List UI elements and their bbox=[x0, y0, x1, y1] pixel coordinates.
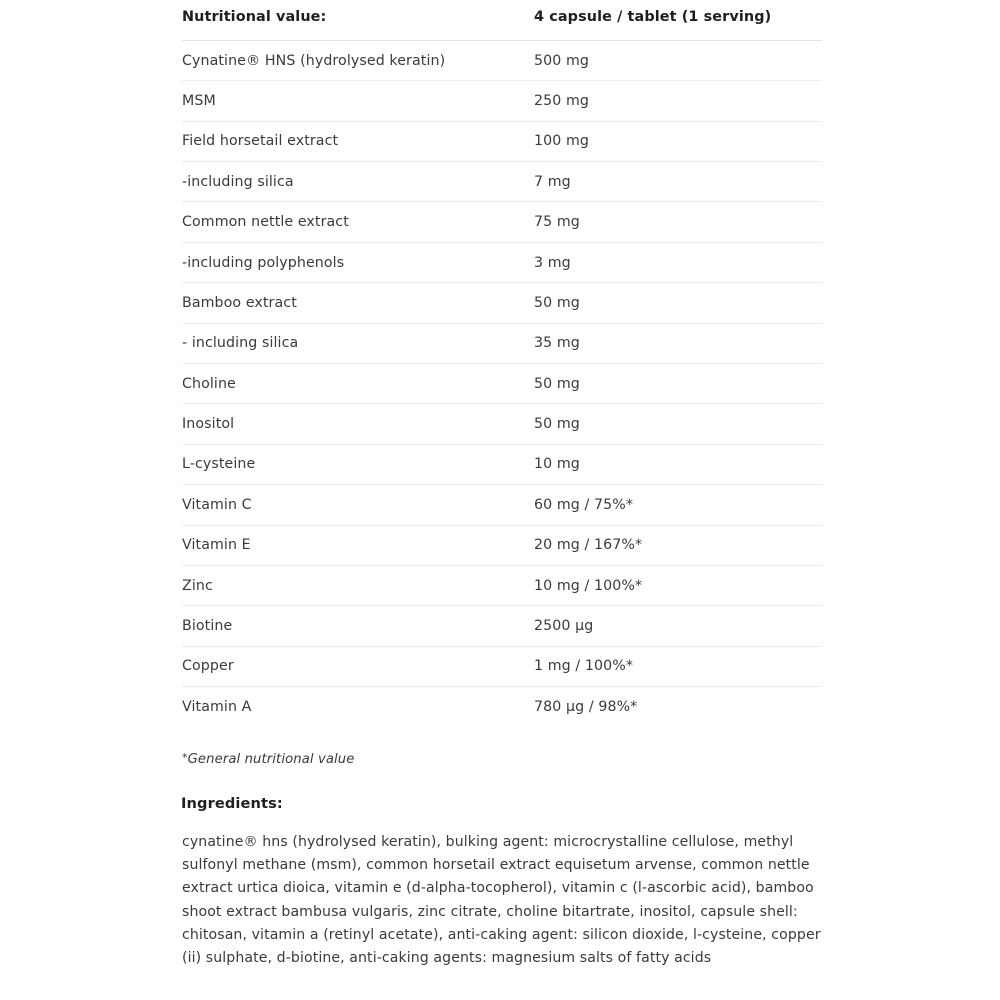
table-row bbox=[182, 40, 822, 80]
table-row bbox=[182, 81, 822, 121]
nutrient-name: Vitamin E bbox=[182, 525, 534, 565]
ingredients-text: cynatine® hns (hydrolysed keratin), bulking agent: microcrystalline cellulose, methyl sulfonyl methane (msm), common horsetail extract equisetum arvense, common nettle extract urtica dioica, vitamin e (d-alpha-tocopherol), vitamin c (l-ascorbic acid), bamboo shoot extract bambusa vulgaris, zinc citrate, choline bitartrate, inositol, capsule shell: chitosan, vitamin a (retinyl acetate), anti-caking agent: silicon dioxide, l-cysteine, copper (ii) sulphate, d-biotine, anti-caking agents: magnesium salts of fatty acids bbox=[182, 834, 821, 967]
nutrient-name: -including polyphenols bbox=[182, 242, 534, 282]
nutrient-name: Common nettle extract bbox=[182, 202, 534, 242]
table-row bbox=[182, 323, 822, 363]
nutrient-value: 2500 µg bbox=[534, 606, 822, 646]
footnote bbox=[182, 751, 354, 767]
nutrient-name: Inositol bbox=[182, 404, 534, 444]
nutrient-name: Copper bbox=[182, 646, 534, 686]
nutrient-name: MSM bbox=[182, 81, 534, 121]
nutrient-value: 500 mg bbox=[534, 40, 822, 80]
nutrition-table-head bbox=[182, 0, 822, 40]
table-row bbox=[182, 162, 822, 202]
table-row bbox=[182, 404, 822, 444]
nutrient-value: 50 mg bbox=[534, 404, 822, 444]
nutrient-value: 250 mg bbox=[534, 81, 822, 121]
table-row bbox=[182, 242, 822, 282]
nutrient-name: Bamboo extract bbox=[182, 283, 534, 323]
nutrition-table bbox=[182, 0, 822, 727]
table-row bbox=[182, 565, 822, 605]
footnote-text: General nutritional value bbox=[187, 752, 355, 767]
table-row bbox=[182, 646, 822, 686]
nutrient-value: 20 mg / 167%* bbox=[534, 525, 822, 565]
nutrient-value: 7 mg bbox=[534, 162, 822, 202]
nutrient-value: 100 mg bbox=[534, 121, 822, 161]
nutrient-value: 50 mg bbox=[534, 364, 822, 404]
nutrient-value: 10 mg / 100%* bbox=[534, 565, 822, 605]
nutrient-value: 35 mg bbox=[534, 323, 822, 363]
nutrient-name: Zinc bbox=[182, 565, 534, 605]
nutrient-value: 60 mg / 75%* bbox=[534, 485, 822, 525]
nutrient-name: Field horsetail extract bbox=[182, 121, 534, 161]
table-row bbox=[182, 525, 822, 565]
nutrient-name: Biotine bbox=[182, 606, 534, 646]
nutrient-name: L-cysteine bbox=[182, 444, 534, 484]
table-row bbox=[182, 687, 822, 727]
table-row bbox=[182, 444, 822, 484]
footnote-marker: * bbox=[182, 751, 188, 764]
nutrition-table-body bbox=[182, 40, 822, 727]
nutrient-name: Cynatine® HNS (hydrolysed keratin) bbox=[182, 40, 534, 80]
nutrition-table-container bbox=[182, 0, 822, 727]
nutrient-value: 50 mg bbox=[534, 283, 822, 323]
table-row bbox=[182, 121, 822, 161]
table-row bbox=[182, 202, 822, 242]
ingredients-heading: Ingredients: bbox=[181, 795, 283, 812]
table-row bbox=[182, 485, 822, 525]
table-row bbox=[182, 364, 822, 404]
column-header-serving: 4 capsule / tablet (1 serving) bbox=[534, 0, 822, 40]
table-row bbox=[182, 283, 822, 323]
nutrient-value: 1 mg / 100%* bbox=[534, 646, 822, 686]
nutrient-name: Vitamin C bbox=[182, 485, 534, 525]
nutrient-name: -including silica bbox=[182, 162, 534, 202]
nutrient-name: - including silica bbox=[182, 323, 534, 363]
nutrient-name: Choline bbox=[182, 364, 534, 404]
table-row bbox=[182, 606, 822, 646]
nutrient-value: 75 mg bbox=[534, 202, 822, 242]
column-header-nutrient: Nutritional value: bbox=[182, 0, 534, 40]
nutrient-value: 10 mg bbox=[534, 444, 822, 484]
nutrient-name: Vitamin A bbox=[182, 699, 252, 716]
nutrient-value: 3 mg bbox=[534, 242, 822, 282]
table-header-row bbox=[182, 0, 822, 40]
nutrient-value: 780 µg / 98%* bbox=[534, 699, 638, 716]
